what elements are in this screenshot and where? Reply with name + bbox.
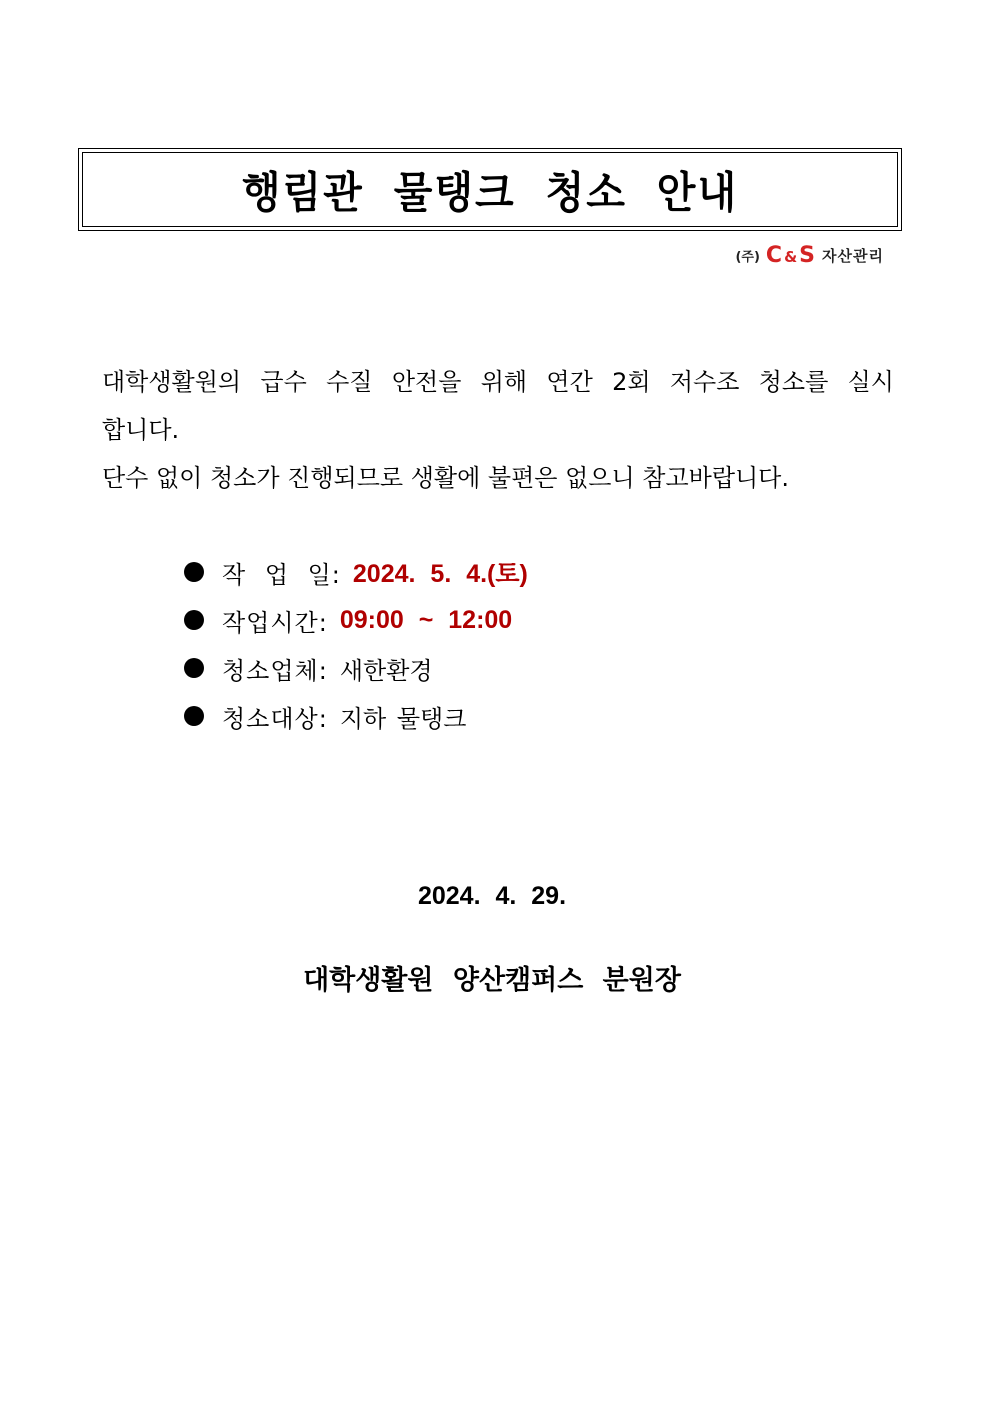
detail-item-work-time xyxy=(180,596,528,644)
detail-label: 작업시간: xyxy=(222,608,328,637)
company-logo xyxy=(735,243,884,267)
intro-paragraph xyxy=(102,358,894,502)
intro-line-1: 대학생활원의 급수 수질 안전을 위해 연간 2회 저수조 청소를 실시 xyxy=(102,368,894,396)
signer: 대학생활원 양산캠퍼스 분원장 xyxy=(303,965,681,996)
logo-brand-mark xyxy=(766,243,816,268)
details-list xyxy=(180,548,528,740)
logo-brand-s: S xyxy=(799,242,817,268)
intro-line-3: 단수 없이 청소가 진행되므로 생활에 불편은 없으니 참고바랍니다. xyxy=(102,464,789,492)
title-box xyxy=(78,148,902,231)
detail-label: 청소대상: xyxy=(222,704,328,733)
intro-line-2: 합니다. xyxy=(102,416,180,444)
bullet-icon xyxy=(184,610,204,630)
bullet-icon xyxy=(184,562,204,582)
logo-company-name: 자산관리 xyxy=(822,246,884,265)
detail-item-target xyxy=(180,692,528,740)
detail-value: 지하 물탱크 xyxy=(339,704,467,733)
page-title: 행림관 물탱크 청소 안내 xyxy=(241,168,739,219)
detail-label: 청소업체: xyxy=(222,656,328,685)
logo-brand-amp: & xyxy=(784,247,799,266)
logo-brand-c: C xyxy=(765,242,784,268)
logo-prefix: (주) xyxy=(735,249,760,265)
bullet-icon xyxy=(184,658,204,678)
detail-item-work-date xyxy=(180,548,528,596)
detail-item-vendor xyxy=(180,644,528,692)
detail-value: 09:00 ~ 12:00 xyxy=(339,605,513,634)
title-box-inner-border xyxy=(82,152,898,227)
detail-label: 작 업 일: xyxy=(222,560,341,589)
bullet-icon xyxy=(184,706,204,726)
detail-value: 새한환경 xyxy=(339,656,433,685)
detail-value: 2024. 5. 4.(토) xyxy=(352,560,528,588)
notice-date: 2024. 4. 29. xyxy=(417,882,567,910)
